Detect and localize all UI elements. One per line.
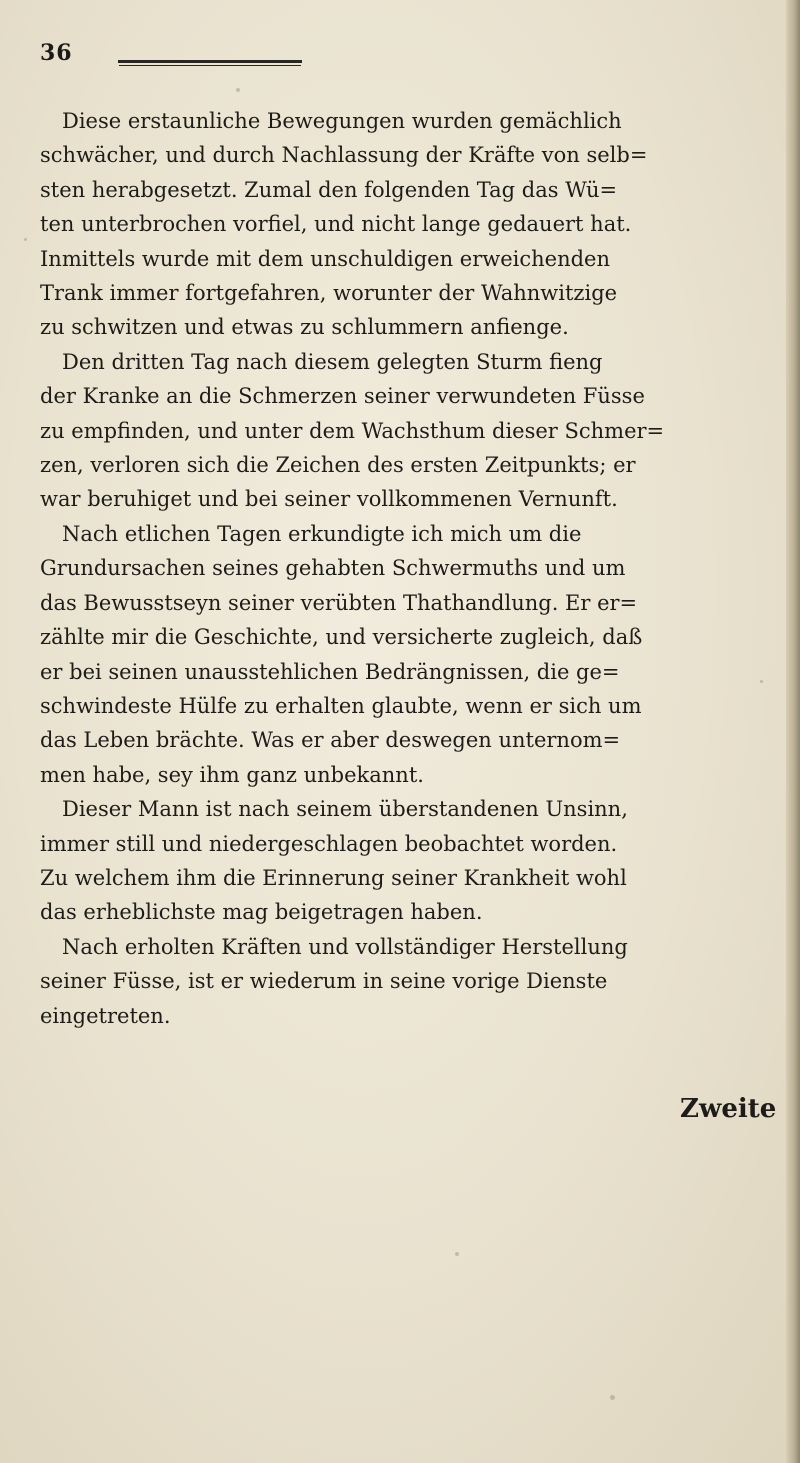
paper-speck (610, 1395, 615, 1400)
paragraph-4: Dieser Mann ist nach seinem überstandenen Unsinn, immer still und niedergeschlagen beobachtet worden. Zu welchem ihm die Erinnerung seiner Krankheit wohl das erheblichste mag beigetragen haben. (40, 797, 628, 925)
body-text (40, 104, 768, 1033)
paragraph-3: Nach etlichen Tagen erkundigte ich mich um die Grundursachen seines gehabten Schwermuths und um das Bewusstseyn seiner verübten Thathandlung. Er er= zählte mir die Geschichte, und versicherte zugleich, daß er bei seinen unausstehlichen Bedrängnissen, die ge= schwindeste Hülfe zu erhalten glaubte, wenn er sich um das Leben brächte. Was er aber deswegen unternom= men habe, sey ihm ganz unbekannt. (40, 521, 643, 787)
paper-speck (455, 1252, 459, 1256)
paragraph-2: Den dritten Tag nach diesem gelegten Sturm fieng der Kranke an die Schmerzen seiner verwundeten Füsse zu empfinden, und unter dem Wachsthum dieser Schmer= zen, verloren sich die Zeichen des ersten Zeitpunkts; er war beruhiget und bei seiner vollkommenen Vernunft. (40, 349, 665, 512)
page-number: 36 (40, 40, 73, 66)
page-edge-shadow (786, 0, 800, 1463)
paragraph-5: Nach erholten Kräften und vollständiger Herstellung seiner Füsse, ist er wiederum in seine vorige Dienste eingetreten. (40, 934, 628, 1028)
paper-speck (236, 88, 240, 92)
paper-speck (24, 238, 27, 241)
paragraph-1: Diese erstaunliche Bewegungen wurden gemächlich schwächer, und durch Nachlassung der Kräfte von selb= sten herabgesetzt. Zumal den folgenden Tag das Wü= ten unterbrochen vorfiel, und nicht lange gedauert hat. Inmittels wurde mit dem unschuldigen erweichenden Trank immer fortgefahren, worunter der Wahnwitzige zu schwitzen und etwas zu schlummern anfienge. (40, 109, 648, 340)
paper-speck (760, 680, 763, 683)
header-rule (118, 60, 302, 63)
catchword: Zweite (680, 1094, 777, 1124)
